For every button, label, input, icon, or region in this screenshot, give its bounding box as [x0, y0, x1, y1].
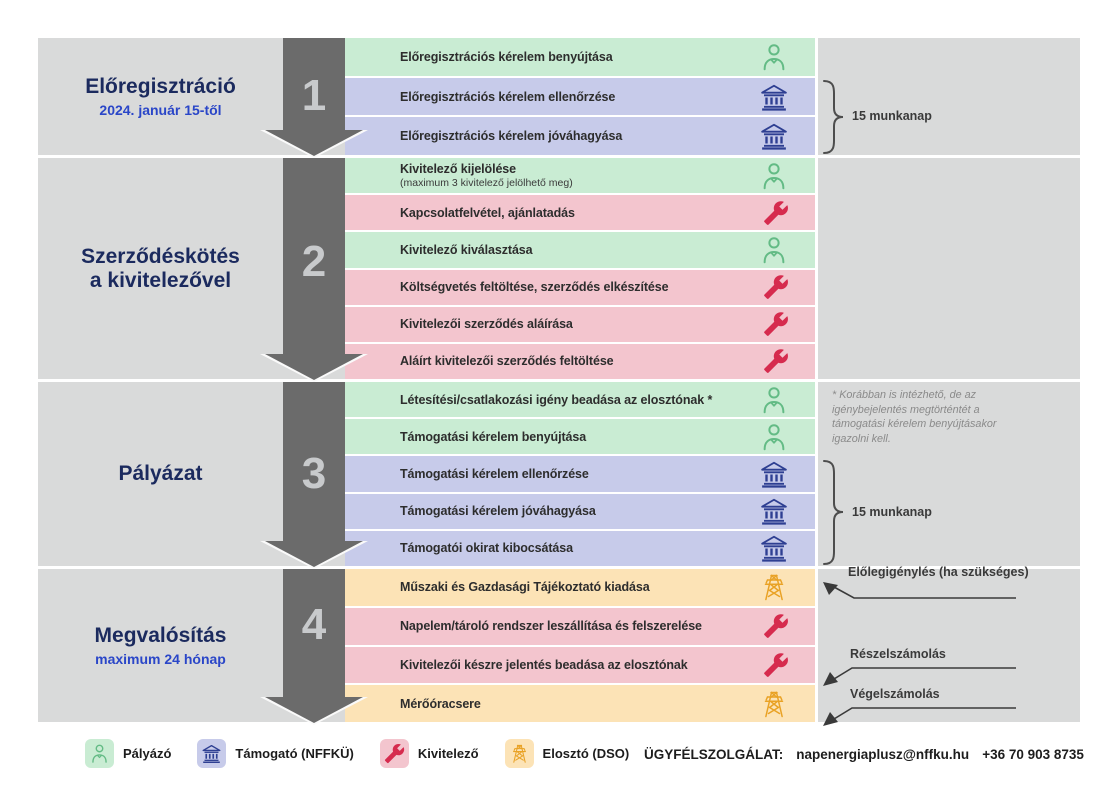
section-3-label-panel: [38, 382, 283, 566]
bank-icon: [759, 533, 789, 563]
bank-icon: [197, 739, 226, 768]
process-step-row: [345, 531, 815, 566]
section-1-arrow: [283, 38, 345, 155]
pylon-icon: [505, 739, 534, 768]
wrench-icon: [763, 311, 789, 337]
advance-arrow-icon: [820, 581, 1020, 605]
bank-icon: [759, 496, 789, 526]
section-3-annotations: [815, 382, 1080, 566]
section-2-steps: [345, 158, 815, 379]
step-label: Kivitelezői szerződés aláírása: [400, 317, 573, 332]
step-label: Támogatói okirat kibocsátása: [400, 541, 573, 556]
section-2-title: Szerződéskötés a kivitelezővel: [81, 244, 240, 292]
legend-label: Pályázó: [123, 746, 172, 761]
arrowhead-icon: [265, 354, 363, 380]
wrench-icon: [380, 739, 409, 768]
section-4-label-panel: [38, 569, 283, 722]
process-step-row: [345, 494, 815, 529]
step-label: Támogatási kérelem jóváhagyása: [400, 504, 596, 519]
step-label: Kivitelezői készre jelentés beadása az elosztónak: [400, 657, 688, 672]
section-2-label-panel: [38, 158, 283, 379]
person-icon: [85, 739, 114, 768]
step-label: Műszaki és Gazdasági Tájékoztató kiadása: [400, 580, 650, 595]
person-icon: [759, 42, 789, 72]
brace-icon: [820, 78, 848, 156]
bank-icon: [759, 82, 789, 112]
arrowhead-icon: [265, 541, 363, 567]
final-settlement-label: Végelszámolás: [850, 687, 940, 701]
duration-label: 15 munkanap: [852, 505, 932, 519]
step-label: Támogatási kérelem benyújtása: [400, 429, 587, 444]
partial-settlement-arrow-icon: [820, 663, 1020, 689]
process-step-row: [345, 270, 815, 305]
advance-request-label: Előlegigénylés (ha szükséges): [848, 565, 1029, 579]
legend-item-contractor: [380, 739, 479, 768]
step-label: Előregisztrációs kérelem jóváhagyása: [400, 129, 623, 144]
person-icon: [759, 422, 789, 452]
process-step-row: [345, 78, 815, 116]
step-label: Támogatási kérelem ellenőrzése: [400, 467, 589, 481]
wrench-icon: [763, 200, 789, 226]
section-3-title: Pályázat: [118, 462, 203, 486]
process-step-row: [345, 344, 815, 379]
section-1-title: Előregisztráció: [85, 74, 236, 98]
legend-label: Elosztó (DSO): [542, 746, 630, 761]
section-application: [38, 382, 1080, 566]
customer-service-contact: [644, 747, 1084, 762]
section-2-arrow: [283, 158, 345, 379]
step-label: Napelem/tároló rendszer leszállítása és felszerelése: [400, 619, 702, 634]
wrench-icon: [763, 652, 789, 678]
legend-item-applicant: [85, 739, 171, 768]
section-3-steps: [345, 382, 815, 566]
section-1-subtitle: 2024. január 15-től: [99, 102, 222, 119]
section-3-number: 3: [301, 449, 327, 498]
arrowhead-icon: [265, 697, 363, 723]
section-4-number: 4: [301, 600, 327, 649]
step-label: Előregisztrációs kérelem benyújtása: [400, 49, 613, 64]
brace-icon: [820, 458, 848, 570]
bank-icon: [759, 121, 789, 151]
person-icon: [759, 235, 789, 265]
customer-service-email: napenergiaplusz@nffku.hu: [796, 747, 970, 762]
step-label: Létesítési/csatlakozási igény beadása az elosztónak *: [400, 392, 713, 407]
section-1-number: 1: [301, 71, 327, 120]
section-2-annotations: [815, 158, 1080, 379]
step-label: Mérőóracsere: [400, 696, 481, 711]
section-4-annotations: [815, 565, 1080, 722]
section-implementation: [38, 565, 1080, 722]
arrowhead-icon: [265, 130, 363, 156]
bank-icon: [759, 459, 789, 489]
step-label: Aláírt kivitelezői szerződés feltöltése: [400, 354, 614, 369]
pylon-icon: [759, 689, 789, 719]
duration-label: 15 munkanap: [852, 109, 932, 123]
legend-item-supporter: [197, 739, 353, 768]
process-step-row: [345, 382, 815, 417]
process-step-row: [345, 419, 815, 454]
process-step-row: [345, 456, 815, 491]
legend-label: Támogató (NFFKÜ): [235, 746, 354, 761]
section-4-title: Megvalósítás: [94, 623, 227, 647]
customer-service-phone: +36 70 903 8735: [982, 747, 1084, 762]
asterisk-note: * Korábban is intézhető, de az igénybejelentés megtörténtét a támogatási kérelem benyújtásakor igazolni kell.: [832, 389, 997, 445]
process-step-row: [345, 117, 815, 155]
person-icon: [759, 161, 789, 191]
section-4-arrow: [283, 569, 345, 722]
legend-item-dso: [505, 739, 630, 768]
pylon-icon: [759, 572, 789, 602]
wrench-icon: [763, 613, 789, 639]
wrench-icon: [763, 348, 789, 374]
process-step-row: [345, 608, 815, 645]
step-sublabel: (maximum 3 kivitelező jelölhető meg): [400, 177, 573, 190]
section-4-subtitle: maximum 24 hónap: [95, 651, 226, 668]
process-step-row: [345, 307, 815, 342]
process-step-row: [345, 569, 815, 606]
section-contracting: [38, 158, 1080, 379]
section-1-label-panel: [38, 38, 283, 155]
section-2-number: 2: [301, 237, 327, 286]
step-label: Kivitelező kijelölése: [400, 162, 517, 177]
section-3-arrow: [283, 382, 345, 566]
section-preregistration: [38, 38, 1080, 155]
section-1-annotations: [815, 38, 1080, 155]
process-step-row: [345, 38, 815, 76]
section-4-steps: [345, 569, 815, 722]
step-label: Előregisztrációs kérelem ellenőrzése: [400, 89, 616, 104]
process-step-row: [345, 158, 815, 193]
legend: [85, 739, 629, 768]
process-step-row: [345, 685, 815, 722]
step-label: Kivitelező kiválasztása: [400, 242, 533, 257]
legend-label: Kivitelező: [417, 746, 479, 761]
person-icon: [759, 385, 789, 415]
process-step-row: [345, 232, 815, 267]
step-label: Költségvetés feltöltése, szerződés elkészítése: [400, 280, 669, 295]
customer-service-label: ÜGYFÉLSZOLGÁLAT:: [644, 747, 784, 762]
final-settlement-arrow-icon: [820, 703, 1020, 729]
process-step-row: [345, 647, 815, 684]
wrench-icon: [763, 274, 789, 300]
process-step-row: [345, 195, 815, 230]
partial-settlement-label: Részelszámolás: [850, 647, 946, 661]
step-label: Kapcsolatfelvétel, ajánlatadás: [400, 205, 575, 220]
section-1-steps: [345, 38, 815, 155]
